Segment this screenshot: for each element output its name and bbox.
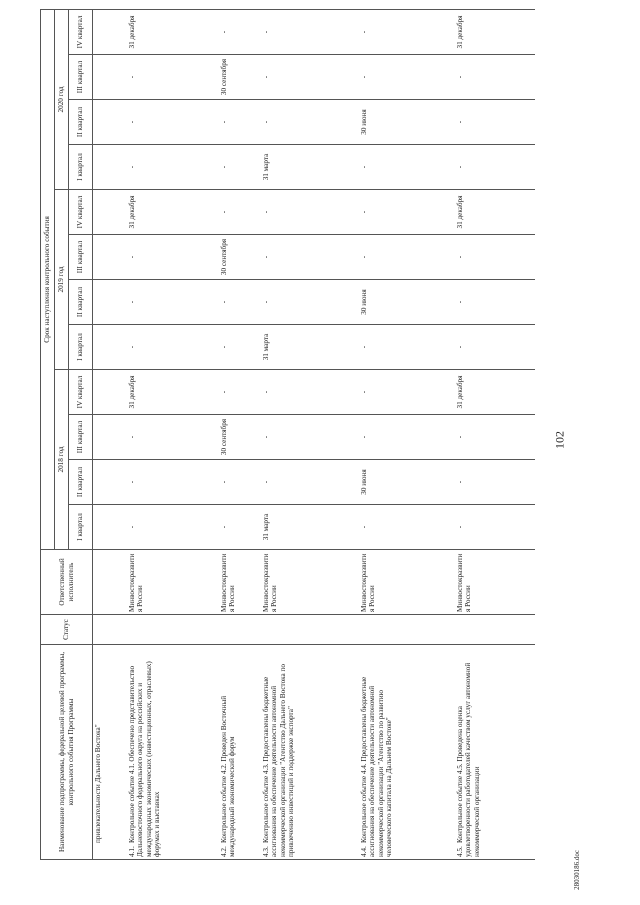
deadline-cell xyxy=(93,505,127,550)
deadline-cell: - xyxy=(219,280,261,325)
header-quarter: I квартал xyxy=(69,505,93,550)
status-cell xyxy=(261,615,359,645)
deadline-cell: - xyxy=(219,370,261,415)
header-quarter: IV квартал xyxy=(69,190,93,235)
document-footer: 28030186.doc xyxy=(573,850,581,890)
deadline-cell: - xyxy=(261,415,359,460)
deadline-cell: - xyxy=(127,460,219,505)
event-name: Контрольное событие 4.2. Проведен Восточный международный экономический форум xyxy=(219,695,237,857)
deadline-cell xyxy=(93,415,127,460)
deadline-cell: - xyxy=(127,280,219,325)
deadline-cell: - xyxy=(219,145,261,190)
deadline-cell xyxy=(93,460,127,505)
deadline-cell: - xyxy=(455,415,535,460)
responsible-cell: Минвостокразвития России xyxy=(455,550,535,615)
event-name-cell xyxy=(93,645,127,860)
deadline-cell xyxy=(93,145,127,190)
event-name-cell xyxy=(219,645,261,860)
rotated-page-content xyxy=(40,10,620,860)
deadline-cell: - xyxy=(455,145,535,190)
event-number: 4.4. xyxy=(359,846,368,857)
header-quarter: II квартал xyxy=(69,460,93,505)
deadline-cell: - xyxy=(127,325,219,370)
event-number: 4.5. xyxy=(455,846,464,857)
responsible-cell: Минвостокразвития России xyxy=(127,550,219,615)
deadline-cell: - xyxy=(359,505,455,550)
event-name: привлекательности Дальнего Востока" xyxy=(94,724,102,843)
deadline-cell xyxy=(93,55,127,100)
header-quarter: I квартал xyxy=(69,325,93,370)
event-name: Контрольное событие 4.4. Предоставлены бюджетные ассигнования на обеспечение деятельности автономной некоммерческой организации "Агентство по развитию человеческого капитала на Дальнем Востоке" xyxy=(359,676,394,857)
deadline-cell: 31 декабря xyxy=(127,9,219,54)
header-quarter: III квартал xyxy=(69,235,93,280)
event-name-cell xyxy=(261,645,359,860)
deadline-cell: - xyxy=(127,145,219,190)
event-name: Контрольное событие 4.3. Предоставлены бюджетные ассигнования на обеспечение деятельности автономной некоммерческой организации "Агентство Дальнего Востока по привлечению инвестиций и поддержке экспорта" xyxy=(261,664,296,857)
deadline-cell: - xyxy=(261,9,359,54)
deadline-cell: - xyxy=(359,325,455,370)
deadline-cell: - xyxy=(219,460,261,505)
table-row xyxy=(127,9,219,859)
header-quarter: IV квартал xyxy=(69,9,93,54)
event-name-cell xyxy=(359,645,455,860)
deadline-cell: - xyxy=(455,280,535,325)
status-cell xyxy=(219,615,261,645)
deadline-cell: - xyxy=(219,505,261,550)
event-name: Контрольное событие 4.1. Обеспечено представительство Дальневосточного федерального округа на российских и международных экономических (инвестиционных, отраслевых) форумах и выставках xyxy=(127,661,162,857)
status-cell xyxy=(359,615,455,645)
deadline-cell xyxy=(93,235,127,280)
deadline-cell: - xyxy=(455,460,535,505)
header-year-2020: 2020 год xyxy=(55,9,69,189)
deadline-cell: - xyxy=(261,460,359,505)
deadline-cell: - xyxy=(455,325,535,370)
header-name: Наименование подпрограммы, федеральной целевой программы, контрольного события Программы xyxy=(41,645,93,860)
deadline-cell xyxy=(93,370,127,415)
responsible-cell xyxy=(93,550,127,615)
deadline-cell: - xyxy=(127,235,219,280)
deadline-cell: - xyxy=(261,235,359,280)
control-events-table xyxy=(40,9,535,860)
deadline-cell: 31 декабря xyxy=(127,370,219,415)
deadline-cell: - xyxy=(127,505,219,550)
header-responsible: Ответственный исполнитель xyxy=(41,550,93,615)
table-row xyxy=(359,9,455,859)
deadline-cell: - xyxy=(261,190,359,235)
header-deadline: Срок наступления контрольного события xyxy=(41,9,55,549)
deadline-cell: - xyxy=(127,55,219,100)
header-year-2018: 2018 год xyxy=(55,370,69,550)
deadline-cell: 30 июня xyxy=(359,460,455,505)
deadline-cell: 31 марта xyxy=(261,325,359,370)
status-cell xyxy=(455,615,535,645)
deadline-cell: - xyxy=(359,9,455,54)
deadline-cell: - xyxy=(261,100,359,145)
deadline-cell: 30 сентября xyxy=(219,55,261,100)
event-number: 4.2. xyxy=(219,846,228,857)
deadline-cell: - xyxy=(359,190,455,235)
header-year-2019: 2019 год xyxy=(55,190,69,370)
deadline-cell xyxy=(93,9,127,54)
status-cell xyxy=(93,615,127,645)
event-name: Контрольное событие 4.5. Проведена оценка удовлетворенности работодателей качеством услуг автономной некоммерческой организации xyxy=(455,662,481,857)
deadline-cell xyxy=(93,280,127,325)
responsible-cell: Минвостокразвития России xyxy=(219,550,261,615)
header-quarter: I квартал xyxy=(69,145,93,190)
deadline-cell: - xyxy=(261,55,359,100)
event-number: 4.3. xyxy=(261,846,270,857)
deadline-cell: - xyxy=(455,505,535,550)
header-quarter: II квартал xyxy=(69,280,93,325)
table-row xyxy=(455,9,535,859)
responsible-cell: Минвостокразвития России xyxy=(261,550,359,615)
deadline-cell xyxy=(93,100,127,145)
responsible-cell: Минвостокразвития России xyxy=(359,550,455,615)
deadline-cell: - xyxy=(261,370,359,415)
deadline-cell: 31 декабря xyxy=(455,190,535,235)
deadline-cell: 31 декабря xyxy=(127,190,219,235)
status-cell xyxy=(127,615,219,645)
deadline-cell: - xyxy=(359,55,455,100)
event-number: 4.1. xyxy=(127,846,136,857)
deadline-cell: - xyxy=(127,415,219,460)
header-quarter: III квартал xyxy=(69,55,93,100)
table-row xyxy=(261,9,359,859)
deadline-cell: - xyxy=(359,145,455,190)
deadline-cell: 31 декабря xyxy=(455,9,535,54)
deadline-cell: 30 сентября xyxy=(219,235,261,280)
deadline-cell: - xyxy=(219,100,261,145)
deadline-cell: - xyxy=(455,235,535,280)
deadline-cell: - xyxy=(219,325,261,370)
deadline-cell: - xyxy=(359,370,455,415)
table-row xyxy=(93,9,127,859)
deadline-cell: - xyxy=(455,100,535,145)
header-status: Статус xyxy=(41,615,93,645)
deadline-cell: - xyxy=(261,280,359,325)
deadline-cell: 30 июня xyxy=(359,280,455,325)
deadline-cell xyxy=(93,190,127,235)
page-number: 102 xyxy=(552,431,567,449)
table-body xyxy=(93,9,535,859)
header-quarter: IV квартал xyxy=(69,370,93,415)
deadline-cell: 31 марта xyxy=(261,505,359,550)
event-name-cell xyxy=(455,645,535,860)
deadline-cell: - xyxy=(359,415,455,460)
deadline-cell: 30 июня xyxy=(359,100,455,145)
deadline-cell: - xyxy=(455,55,535,100)
deadline-cell: - xyxy=(127,100,219,145)
table-row xyxy=(219,9,261,859)
deadline-cell: - xyxy=(219,190,261,235)
deadline-cell: 31 декабря xyxy=(455,370,535,415)
header-quarter: III квартал xyxy=(69,415,93,460)
deadline-cell: - xyxy=(359,235,455,280)
deadline-cell xyxy=(93,325,127,370)
deadline-cell: 31 марта xyxy=(261,145,359,190)
deadline-cell: 30 сентября xyxy=(219,415,261,460)
event-name-cell xyxy=(127,645,219,860)
deadline-cell: - xyxy=(219,9,261,54)
header-quarter: II квартал xyxy=(69,100,93,145)
